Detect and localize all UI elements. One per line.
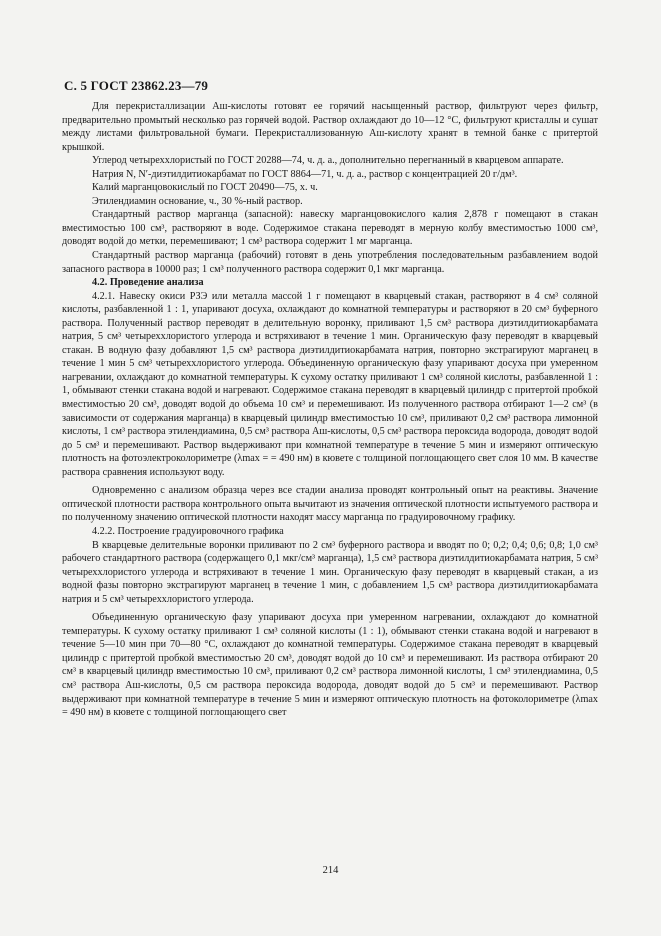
subsection-heading: 4.2.2. Построение градуировочного графика [92, 525, 284, 537]
page-number: 214 [322, 865, 339, 876]
page-header: С. 5 ГОСТ 23862.23—79 [64, 78, 209, 93]
paragraph: Одновременно с анализом образца через все стадии анализа проводят контрольный опыт на реактивы. Значение оптической плотности раствора контрольного опыта вычитают из значения оптической плотности испытуемого раствора и по полученному значению оптической плотности находят массу марганца по градуировочному графику. [62, 485, 598, 524]
paragraph: Стандартный раствор марганца (запасной): навеску марганцовокислого калия 2,878 г помещают в стакан вместимостью 100 см³, растворяют в воде. Содержимое стакана переводят в мерную колбу вместимостью 1000 см³, доводят водой до метки, перемешивают; 1 см³ раствора содержит 1 мг марганца. [62, 209, 598, 248]
paragraph: Углерод четыреххлористый по ГОСТ 20288—74, ч. д. а., дополнительно перегнанный в кварцевом аппарате. [92, 155, 564, 167]
paragraph: Натрия N, N′-диэтилдитиокарбамат по ГОСТ 8864—71, ч. д. а., раствор с концентрацией 20 г/дм³. [92, 168, 518, 180]
document-body [62, 100, 598, 720]
paragraph: 4.2.1. Навеску окиси РЗЭ или металла массой 1 г помещают в кварцевый стакан, растворяют в 4 см³ соляной кислоты, разбавленной 1 : 1, упаривают досуха, охлаждают до комнатной температуры и растворяют в 20 см³ буферного раствора. Полученный раствор переводят в делительную воронку, приливают 1,5 см³ раствора диэтилдитиокарбамата натрия, 5 см³ четыреххлористого углерода и встряхивают в течение 1 мин. Органическую фазу переводят в кварцевый стакан. В водную фазу добавляют 1,5 см³ раствора диэтилдитиокарбамата натрия, повторно экстрагируют марганец в течение 1 мин 5 см³ четыреххлористого углерода. Объединенную органическую фазу упаривают досуха при умеренном нагревании, охлаждают до комнатной температуры. К сухому остатку приливают 1 см³ соляной кислоты, разбавленной 1 : 1, обмывают стенки стакана водой и нагревают. Содержимое стакана переводят в кварцевый цилиндр с притертой пробкой вместимостью 20 см³, доводят водой до объема 10 см³ и перемешивают. Из полученного раствора отбирают 1—2 см³ (в зависимости от содержания марганца) в кварцевый цилиндр вместимостью 10 см³, приливают 0,2 см³ раствора лимонной кислоты, 1 см³ раствора этилендиамина, 0,5 см³ раствора Аш-кислоты, 0,5 см³ раствора пероксида водорода, доводят водой до 5 см³ и перемешивают. Раствор выдерживают при комнатной температуре в течение 5 мин и измеряют оптическую плотность на фотоэлектроколориметре (λmax = = 490 нм) в кювете с толщиной поглощающего свет слоя 10 мм. В качестве раствора сравнения используют воду. [62, 290, 598, 478]
section-heading: 4.2. Проведение анализа [92, 277, 204, 289]
paragraph: Этилендиамин основание, ч., 30 %-ный раствор. [92, 195, 303, 207]
paragraph: Калий марганцовокислый по ГОСТ 20490—75, х. ч. [92, 182, 318, 194]
paragraph: Стандартный раствор марганца (рабочий) готовят в день употребления последовательным разбавлением водой запасного раствора в 10000 раз; 1 см³ полученного раствора содержит 0,1 мкг марганца. [62, 250, 598, 275]
paragraph: Объединенную органическую фазу упаривают досуха при умеренном нагревании, охлаждают до комнатной температуры. К сухому остатку приливают 1 см³ соляной кислоты (1 : 1), обмывают стенки стакана водой и нагревают в течение 5—10 мин при 70—80 °С, охлаждают до комнатной температуры. Содержимое стакана переводят в кварцевый цилиндр с притертой пробкой вместимостью 20 см³, доводят водой до 10 см³ и перемешивают. Из раствора отбирают 20 см³ в кварцевый цилиндр вместимостью 10 см³, приливают 0,2 см³ раствора лимонной кислоты, 1 см³ этилендиамина, 0,5 см³ раствора Аш-кислоты, 0,5 см раствора пероксида водорода, доводят водой до 5 см³ и перемешивают. Раствор выдерживают при комнатной температуре в течение 5 мин и измеряют оптическую плотность на фотоколориметре (λmax = 490 нм) в кювете с толщиной поглощающего свет [62, 612, 598, 719]
paragraph: В кварцевые делительные воронки приливают по 2 см³ буферного раствора и вводят по 0; 0,2; 0,4; 0,6; 0,8; 1,0 см³ рабочего стандартного раствора (содержащего 0,1 мкг/см³ марганца), 1,5 см³ раствора диэтилдитиокарбамата натрия, 5 см³ четыреххлористого углерода и встряхивают в течение 1 мин. Органическую фазу переводят в кварцевый стакан, а из водной фазы повторно экстрагируют марганец в течение 1 мин, с добавлением 1,5 см³ раствора диэтилдитиокарбамата натрия и 5 см³ четыреххлористого углерода. [62, 539, 598, 605]
paragraph: Для перекристаллизации Аш-кислоты готовят ее горячий насыщенный раствор, фильтруют через фильтр, предварительно промытый несколько раз горячей водой. Раствор охлаждают до 10—12 °С, фильтруют кристаллы и сушат между листами фильтровальной бумаги. Перекристаллизованную Аш-кислоту хранят в темной банке с притертой крышкой. [62, 101, 598, 153]
